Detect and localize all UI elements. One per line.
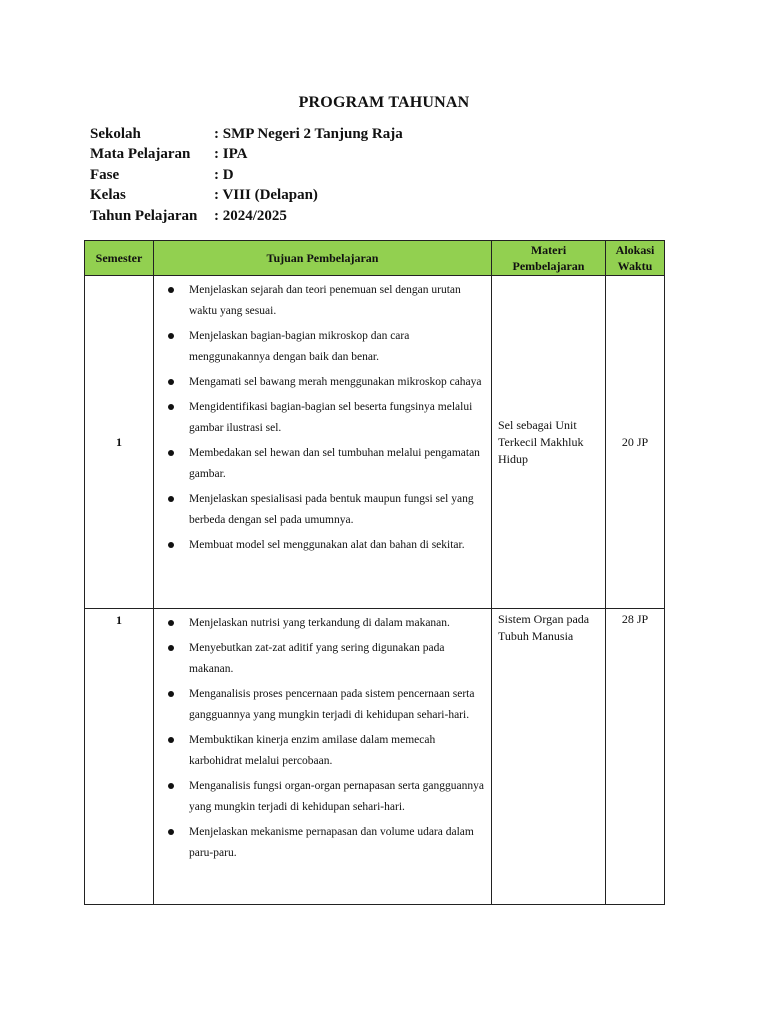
header-alokasi: Alokasi Waktu (606, 241, 665, 276)
info-value: : SMP Negeri 2 Tanjung Raja (214, 125, 403, 142)
materi-cell: Sistem Organ pada Tubuh Manusia (492, 609, 606, 905)
info-row-fase (90, 165, 403, 186)
table-row (85, 276, 665, 609)
goal-item: Menganalisis fungsi organ-organ pernapasan serta gangguannya yang mungkin terjadi di kehidupan sehari-hari. (162, 776, 485, 818)
table-row (85, 609, 665, 905)
goal-item: Membedakan sel hewan dan sel tumbuhan melalui pengamatan gambar. (162, 443, 485, 485)
goal-item: Menjelaskan nutrisi yang terkandung di dalam makanan. (162, 613, 485, 634)
table-header-row (85, 241, 665, 276)
info-label: Sekolah (90, 125, 141, 142)
goal-item: Membuat model sel menggunakan alat dan bahan di sekitar. (162, 535, 485, 556)
goal-item: Menjelaskan mekanisme pernapasan dan volume udara dalam paru-paru. (162, 822, 485, 864)
semester-cell: 1 (85, 276, 154, 609)
info-label: Fase (90, 166, 120, 183)
goals-cell (154, 609, 492, 905)
info-value: : IPA (214, 146, 248, 163)
goal-item: Menganalisis proses pencernaan pada sistem pencernaan serta gangguannya yang mungkin terjadi di kehidupan sehari-hari. (162, 684, 485, 726)
info-label: Kelas (90, 187, 126, 204)
info-label: Tahun Pelajaran (90, 207, 198, 224)
goal-item: Menyebutkan zat-zat aditif yang sering digunakan pada makanan. (162, 638, 485, 680)
school-info (90, 124, 403, 227)
info-value: : D (214, 166, 234, 183)
info-value: : 2024/2025 (214, 207, 287, 224)
info-label: Mata Pelajaran (90, 146, 191, 163)
goals-cell (154, 276, 492, 609)
header-semester: Semester (85, 241, 154, 276)
info-row-tahun-pelajaran (90, 206, 403, 227)
alokasi-cell: 20 JP (606, 276, 665, 609)
materi-cell: Sel sebagai Unit Terkecil Makhluk Hidup (492, 276, 606, 609)
goal-item: Menjelaskan spesialisasi pada bentuk maupun fungsi sel yang berbeda dengan sel pada umumnya. (162, 489, 485, 531)
goal-item: Membuktikan kinerja enzim amilase dalam memecah karbohidrat melalui percobaan. (162, 730, 485, 772)
goal-list (162, 613, 485, 864)
info-row-sekolah (90, 124, 403, 145)
info-row-kelas (90, 186, 403, 207)
header-tujuan: Tujuan Pembelajaran (154, 241, 492, 276)
info-row-mata-pelajaran (90, 145, 403, 166)
goal-list (162, 280, 485, 556)
goal-item: Menjelaskan sejarah dan teori penemuan sel dengan urutan waktu yang sesuai. (162, 280, 485, 322)
alokasi-cell: 28 JP (606, 609, 665, 905)
goal-item: Mengamati sel bawang merah menggunakan mikroskop cahaya (162, 372, 485, 393)
goal-item: Mengidentifikasi bagian-bagian sel beserta fungsinya melalui gambar ilustrasi sel. (162, 397, 485, 439)
info-value: : VIII (Delapan) (214, 187, 318, 204)
header-materi: Materi Pembelajaran (492, 241, 606, 276)
semester-cell: 1 (85, 609, 154, 905)
program-table (84, 240, 665, 905)
page-title: PROGRAM TAHUNAN (298, 94, 470, 111)
goal-item: Menjelaskan bagian-bagian mikroskop dan cara menggunakannya dengan baik dan benar. (162, 326, 485, 368)
